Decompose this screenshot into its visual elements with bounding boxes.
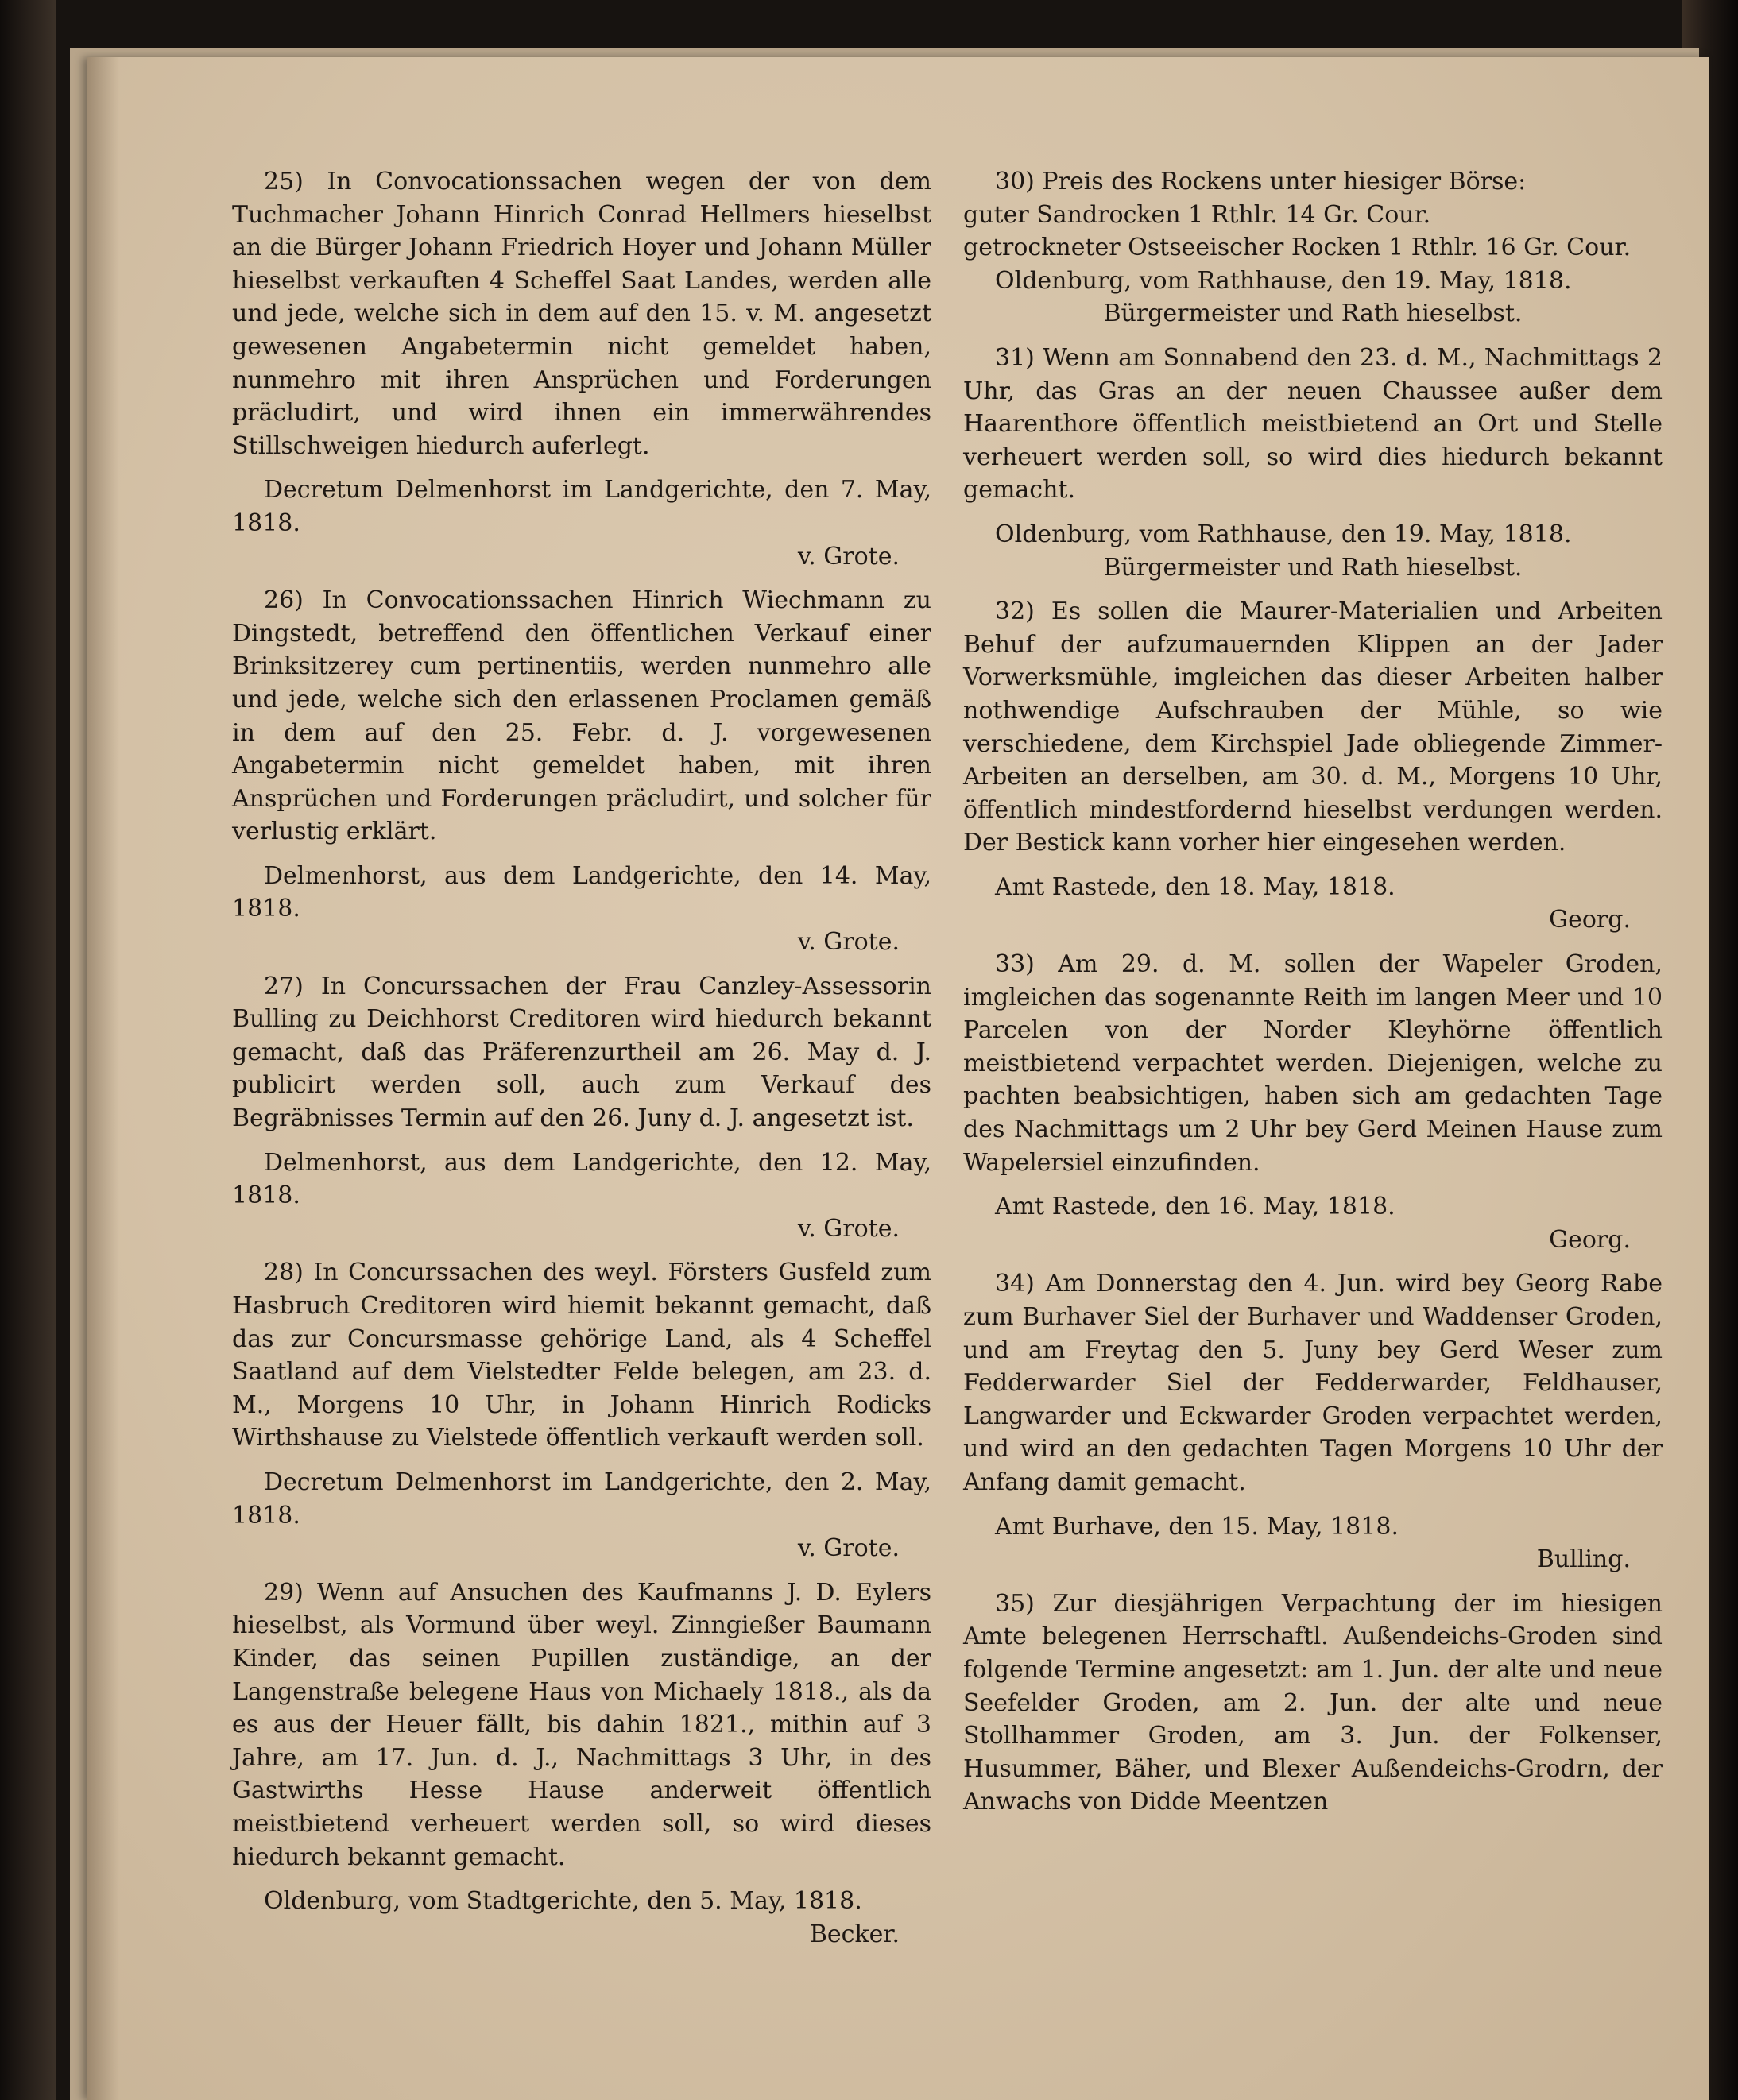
notice-29: [232, 1576, 931, 1951]
notice-35: [963, 1588, 1663, 1819]
gutter-shadow: [87, 57, 119, 2100]
notice-27: [232, 970, 931, 1246]
notice-signature: Georg.: [1549, 906, 1631, 934]
notice-signature: v. Grote.: [797, 928, 900, 957]
notice-text: 28) In Concurssachen des weyl. Försters Gusfeld zum Hasbruch Creditoren wird hiemit bekannt gemacht, daß das zur Concursmasse gehörige Land, als 4 Scheffel Saatland auf dem Vielstedter Felde belegen, am 23. d. M., Morgens 10 Uhr, in Johann Hinrich Rodicks Wirthshause zu Vielstede öffentlich verkauft werden soll.: [232, 1259, 931, 1452]
notice-signature: Becker.: [809, 1920, 900, 1948]
notice-place-date: Amt Rastede, den 18. May, 1818.: [995, 872, 1395, 901]
notice-title: 30) Preis des Rockens unter hiesiger Börse:: [995, 168, 1527, 195]
notice-30: [963, 165, 1663, 331]
notice-signature: Bulling.: [1536, 1545, 1631, 1574]
notice-34: [963, 1267, 1663, 1576]
price-line: guter Sandrocken 1 Rthlr. 14 Gr. Cour.: [963, 200, 1431, 229]
notice-place-date: Decretum Delmenhorst im Landgerichte, den 2. May, 1818.: [232, 1468, 931, 1530]
notice-place-date: Oldenburg, vom Rathhause, den 19. May, 1818.: [995, 266, 1572, 295]
notice-text: 25) In Convocationssachen wegen der von dem Tuchmacher Johann Hinrich Conrad Hellmers hieselbst an die Bürger Johann Friedrich Hoyer und Johann Müller hieselbst verkauften 4 Scheffel Saat Landes, werden alle und jede, welche sich in dem auf den 15. v. M. angesetzt gewesenen Angabetermin nicht gemeldet haben, nunmehro mit ihren Ansprüchen und Forderungen präcludirt, und wird ihnen ein immerwährendes Stillschweigen hiedurch auferlegt.: [232, 168, 931, 460]
notice-33: [963, 948, 1663, 1256]
notice-place-date: Delmenhorst, aus dem Landgerichte, den 12. May, 1818.: [232, 1148, 931, 1210]
notice-text: 26) In Convocationssachen Hinrich Wiechmann zu Dingstedt, betreffend den öffentlichen Verkauf einer Brinksitzerey cum pertinentiis, werden nunmehro alle und jede, welche sich den erlassenen Proclamen gemäß in dem auf den 25. Febr. d. J. vorgewesenen Angabetermin nicht gemeldet haben, mit ihren Ansprüchen und Forderungen präcludirt, und solcher für verlustig erklärt.: [232, 586, 931, 846]
notice-signature: Bürgermeister und Rath hieselbst.: [1103, 553, 1523, 582]
notice-text: 27) In Concurssachen der Frau Canzley-Assessorin Bulling zu Deichhorst Creditoren wird hiedurch bekannt gemacht, daß das Präferenzurtheil am 26. May d. J. publicirt werden soll, auch zum Verkauf des Begräbnisses Termin auf den 26. Juny d. J. angesetzt ist.: [232, 972, 931, 1133]
notice-signature: v. Grote.: [797, 1214, 900, 1243]
notice-signature: v. Grote.: [797, 1534, 900, 1563]
notice-signature: Bürgermeister und Rath hieselbst.: [1103, 300, 1523, 328]
notice-31: [963, 342, 1663, 584]
notice-text: 31) Wenn am Sonnabend den 23. d. M., Nachmittags 2 Uhr, das Gras an der neuen Chaussee außer dem Haarenthore öffentlich meistbietend an Ort und Stelle verheuert werden soll, so wird dies hiedurch bekannt gemacht.: [963, 343, 1663, 505]
price-line: getrockneter Ostseeischer Rocken 1 Rthlr. 16 Gr. Cour.: [963, 234, 1632, 262]
notice-text: 32) Es sollen die Maurer-Materialien und Arbeiten Behuf der aufzumauernden Klippen an der Jader Vorwerksmühle, imgleichen das dieser Arbeiten halber nothwendige Aufschrauben der Mühle, so wie verschiedene, dem Kirchspiel Jade obliegende Zimmer-Arbeiten an derselben, am 30. d. M., Morgens 10 Uhr, öffentlich mindestfordernd hieselbst verdungen werden. Der Bestick kann vorher hier eingesehen werden.: [963, 598, 1663, 857]
notice-text: 34) Am Donnerstag den 4. Jun. wird bey Georg Rabe zum Burhaver Siel der Burhaver und Waddenser Groden, und am Freytag den 5. Juny bey Gerd Weser zum Fedderwarder Siel der Fedderwarder, Feldhauser, Langwarder und Eckwarder Groden verpachtet werden, und wird an den gedachten Tagen Morgens 10 Uhr der Anfang damit gemacht.: [963, 1270, 1663, 1496]
notice-text: 29) Wenn auf Ansuchen des Kaufmanns J. D. Eylers hieselbst, als Vormund über weyl. Zinngießer Baumann Kinder, das seinen Pupillen zuständige, an der Langenstraße belegene Haus von Michaely 1818., als da es aus der Heuer fällt, bis dahin 1821., mithin auf 3 Jahre, am 17. Jun. d. J., Nachmittags 3 Uhr, in des Gastwirths Hesse Hause anderweit öffentlich meistbietend verheuert werden soll, so wird dieses hiedurch bekannt gemacht.: [232, 1578, 931, 1871]
notice-26: [232, 584, 931, 959]
notice-text: 33) Am 29. d. M. sollen der Wapeler Groden, imgleichen das sogenannte Reith im langen Meer und 10 Parcelen von der Norder Kleyhörne öffentlich meistbietend verpachtet werden. Diejenigen, welche zu pachten beabsichtigen, haben sich am gedachten Tage des Nachmittags um 2 Uhr bey Gerd Meinen Hause zum Wapelersiel einzufinden.: [963, 950, 1663, 1177]
notice-signature: Georg.: [1549, 1225, 1631, 1254]
notice-28: [232, 1256, 931, 1564]
notice-place-date: Amt Burhave, den 15. May, 1818.: [995, 1512, 1399, 1541]
notice-25: [232, 165, 931, 573]
book-spine: [0, 0, 56, 2100]
notice-place-date: Oldenburg, vom Rathhause, den 19. May, 1818.: [995, 520, 1572, 548]
notice-signature: v. Grote.: [797, 542, 900, 570]
right-column: [963, 165, 1663, 1830]
notice-place-date: Amt Rastede, den 16. May, 1818.: [995, 1193, 1395, 1221]
notice-place-date: Delmenhorst, aus dem Landgerichte, den 14. May, 1818.: [232, 861, 931, 923]
left-column: [232, 165, 931, 1962]
notice-place-date: Decretum Delmenhorst im Landgerichte, den 7. May, 1818.: [232, 476, 931, 537]
notice-text: 35) Zur diesjährigen Verpachtung der im hiesigen Amte belegenen Herrschaftl. Außendeichs-Groden sind folgende Termine angesetzt: am 1. Jun. der alte und neue Seefelder Groden, am 2. Jun. der alte und neue Stollhammer Groden, am 3. Jun. der Folkenser, Husummer, Bäher, und Blexer Außendeichs-Grodrn, der Anwachs von Didde Meentzen: [963, 1589, 1663, 1816]
notice-32: [963, 595, 1663, 937]
notice-place-date: Oldenburg, vom Stadtgerichte, den 5. May, 1818.: [264, 1887, 862, 1916]
